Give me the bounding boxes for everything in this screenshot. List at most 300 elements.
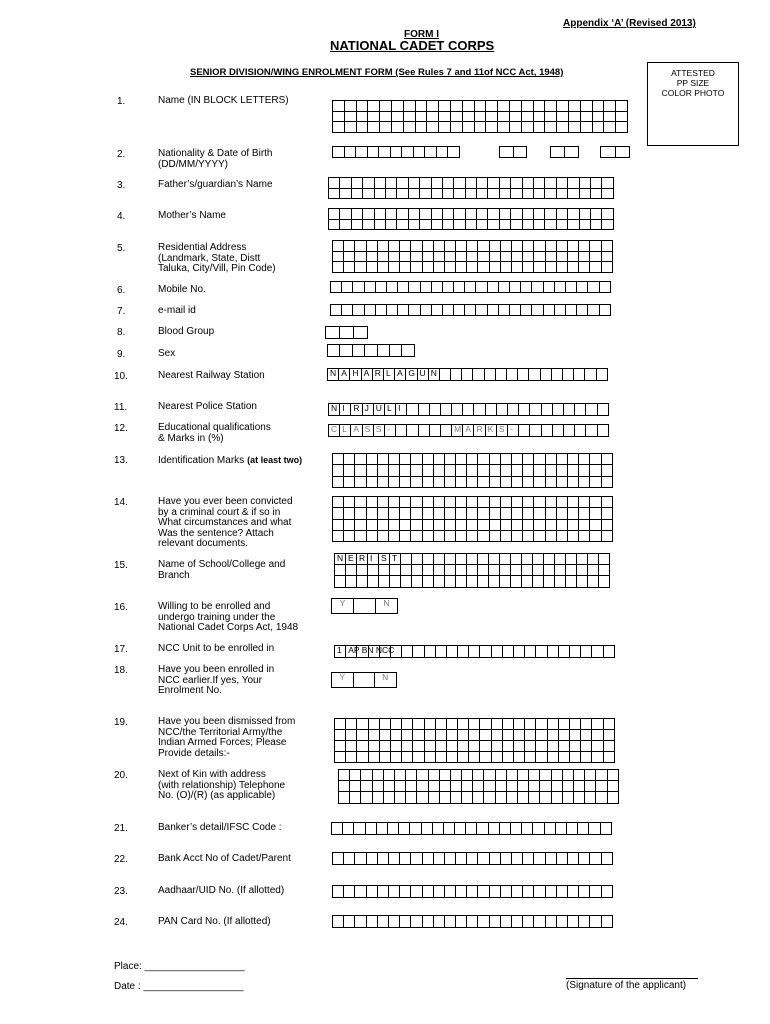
character-box[interactable]: [581, 741, 592, 752]
character-box[interactable]: [532, 282, 543, 293]
character-box-grid[interactable]: [499, 146, 527, 158]
character-box[interactable]: [498, 112, 510, 123]
character-box[interactable]: [478, 531, 489, 542]
character-box[interactable]: [534, 477, 545, 488]
character-box[interactable]: [379, 565, 390, 576]
character-box[interactable]: [333, 241, 344, 252]
character-box[interactable]: [454, 305, 465, 316]
character-box[interactable]: [566, 305, 577, 316]
character-box[interactable]: [332, 823, 343, 835]
character-box[interactable]: N: [376, 599, 398, 614]
character-box[interactable]: [380, 646, 391, 658]
character-box-grid[interactable]: [327, 344, 415, 357]
character-box[interactable]: [395, 770, 406, 781]
character-box[interactable]: [340, 178, 351, 189]
character-box[interactable]: [564, 404, 575, 416]
character-box[interactable]: [523, 465, 534, 476]
character-box[interactable]: [430, 404, 441, 416]
character-box[interactable]: [350, 792, 361, 803]
character-box[interactable]: [409, 189, 420, 200]
character-box[interactable]: [367, 477, 378, 488]
character-box[interactable]: [568, 241, 579, 252]
character-box[interactable]: [490, 531, 501, 542]
character-box[interactable]: [369, 646, 380, 658]
character-box[interactable]: [590, 454, 601, 465]
character-box[interactable]: [427, 112, 439, 123]
character-box[interactable]: [510, 282, 521, 293]
character-box[interactable]: [417, 792, 428, 803]
character-box[interactable]: [467, 576, 478, 587]
character-box[interactable]: [497, 404, 508, 416]
character-box[interactable]: [367, 853, 378, 865]
character-box[interactable]: [557, 262, 568, 273]
character-box[interactable]: [496, 792, 507, 803]
character-box[interactable]: [523, 220, 534, 231]
character-box[interactable]: [525, 646, 536, 658]
character-box[interactable]: [388, 823, 399, 835]
character-box[interactable]: [378, 477, 389, 488]
character-box[interactable]: [406, 792, 417, 803]
character-box[interactable]: [552, 770, 563, 781]
character-box[interactable]: [410, 823, 421, 835]
character-box[interactable]: [344, 531, 355, 542]
character-box[interactable]: [420, 220, 431, 231]
character-box[interactable]: [525, 730, 536, 741]
character-box[interactable]: [423, 465, 434, 476]
character-box[interactable]: [357, 719, 368, 730]
character-box[interactable]: [523, 262, 534, 273]
character-box[interactable]: [579, 886, 590, 898]
character-box[interactable]: [380, 101, 392, 112]
character-box[interactable]: [478, 576, 489, 587]
character-box[interactable]: [333, 853, 344, 865]
character-box[interactable]: [590, 508, 601, 519]
character-box[interactable]: A: [362, 369, 373, 381]
character-box[interactable]: [490, 508, 501, 519]
character-box[interactable]: [433, 823, 444, 835]
character-box[interactable]: [477, 220, 488, 231]
character-box[interactable]: [518, 770, 529, 781]
character-box[interactable]: [355, 262, 366, 273]
character-box[interactable]: [530, 404, 541, 416]
character-box[interactable]: [522, 576, 533, 587]
character-box[interactable]: [534, 252, 545, 263]
character-box[interactable]: [523, 916, 534, 928]
character-box[interactable]: [577, 554, 588, 565]
character-box[interactable]: [420, 178, 431, 189]
character-box[interactable]: [490, 886, 501, 898]
character-box[interactable]: [523, 178, 534, 189]
character-box[interactable]: [484, 770, 495, 781]
character-box[interactable]: [548, 646, 559, 658]
character-box[interactable]: [557, 886, 568, 898]
character-box[interactable]: [361, 770, 372, 781]
character-box[interactable]: I: [368, 554, 379, 565]
character-box[interactable]: [480, 719, 491, 730]
character-box[interactable]: [333, 531, 344, 542]
character-box[interactable]: [555, 282, 566, 293]
character-box[interactable]: [534, 209, 545, 220]
character-box[interactable]: [480, 741, 491, 752]
character-box[interactable]: [390, 345, 402, 357]
character-box[interactable]: [386, 220, 397, 231]
character-box[interactable]: [512, 916, 523, 928]
character-box[interactable]: [568, 508, 579, 519]
character-box[interactable]: [456, 531, 467, 542]
character-box[interactable]: [546, 508, 557, 519]
character-box[interactable]: [412, 565, 423, 576]
character-box[interactable]: [420, 189, 431, 200]
character-box[interactable]: [434, 576, 445, 587]
character-box[interactable]: [430, 425, 441, 437]
character-box[interactable]: [488, 220, 499, 231]
character-box[interactable]: [514, 741, 525, 752]
character-box[interactable]: L: [385, 404, 396, 416]
character-box[interactable]: [507, 781, 518, 792]
character-box[interactable]: [503, 730, 514, 741]
character-box[interactable]: [467, 886, 478, 898]
character-box[interactable]: [523, 209, 534, 220]
character-box[interactable]: [392, 101, 404, 112]
character-box[interactable]: [534, 220, 545, 231]
character-box[interactable]: [354, 823, 365, 835]
character-box[interactable]: [344, 508, 355, 519]
character-box[interactable]: [350, 781, 361, 792]
character-box[interactable]: [557, 112, 569, 123]
character-box[interactable]: [346, 576, 357, 587]
character-box[interactable]: [478, 477, 489, 488]
character-box[interactable]: [532, 305, 543, 316]
character-box[interactable]: [355, 853, 366, 865]
character-box[interactable]: [367, 531, 378, 542]
character-box[interactable]: [545, 189, 556, 200]
character-box[interactable]: [445, 853, 456, 865]
character-box[interactable]: [534, 520, 545, 531]
character-box[interactable]: [518, 792, 529, 803]
character-box[interactable]: [484, 781, 495, 792]
character-box[interactable]: [357, 565, 368, 576]
character-box[interactable]: [489, 565, 500, 576]
character-box[interactable]: [512, 477, 523, 488]
character-box[interactable]: [544, 554, 555, 565]
character-box[interactable]: [480, 730, 491, 741]
character-box[interactable]: [432, 305, 443, 316]
character-box[interactable]: [545, 178, 556, 189]
character-box[interactable]: [404, 101, 416, 112]
character-box[interactable]: [545, 101, 557, 112]
character-box[interactable]: [475, 101, 487, 112]
character-box[interactable]: [544, 565, 555, 576]
character-box[interactable]: [411, 241, 422, 252]
character-box[interactable]: [434, 508, 445, 519]
character-box[interactable]: [522, 554, 533, 565]
character-box[interactable]: [536, 646, 547, 658]
character-box[interactable]: [356, 147, 368, 158]
character-box[interactable]: [333, 122, 345, 133]
character-box[interactable]: [366, 823, 377, 835]
character-box[interactable]: [441, 425, 452, 437]
character-box-grid[interactable]: [332, 100, 628, 133]
character-box[interactable]: [399, 823, 410, 835]
character-box[interactable]: [608, 781, 619, 792]
character-box[interactable]: [379, 576, 390, 587]
character-box[interactable]: [357, 122, 369, 133]
character-box[interactable]: [540, 792, 551, 803]
character-box[interactable]: [369, 752, 380, 763]
character-box[interactable]: [534, 886, 545, 898]
character-box[interactable]: [523, 252, 534, 263]
character-box[interactable]: [411, 886, 422, 898]
character-box[interactable]: [523, 886, 534, 898]
character-box[interactable]: [501, 241, 512, 252]
character-box[interactable]: [439, 101, 451, 112]
character-box[interactable]: [386, 209, 397, 220]
character-box[interactable]: [407, 425, 418, 437]
character-box[interactable]: [548, 730, 559, 741]
character-box[interactable]: [380, 752, 391, 763]
character-box[interactable]: [569, 122, 581, 133]
character-box[interactable]: [616, 101, 628, 112]
character-box[interactable]: [398, 282, 409, 293]
character-box[interactable]: [367, 916, 378, 928]
character-box[interactable]: [434, 916, 445, 928]
character-box[interactable]: [586, 425, 597, 437]
character-box[interactable]: [490, 454, 501, 465]
character-box[interactable]: [425, 752, 436, 763]
character-box[interactable]: [344, 886, 355, 898]
character-box[interactable]: [508, 404, 519, 416]
character-box[interactable]: [411, 454, 422, 465]
character-box[interactable]: [501, 531, 512, 542]
character-box[interactable]: [462, 781, 473, 792]
character-box[interactable]: [602, 465, 613, 476]
character-box[interactable]: [581, 112, 593, 123]
character-box[interactable]: [456, 520, 467, 531]
character-box[interactable]: [432, 282, 443, 293]
character-box[interactable]: [357, 730, 368, 741]
character-box[interactable]: [436, 741, 447, 752]
character-box[interactable]: [563, 369, 574, 381]
character-box[interactable]: [368, 576, 379, 587]
character-box[interactable]: [574, 369, 585, 381]
character-box[interactable]: [335, 752, 346, 763]
character-box[interactable]: [456, 554, 467, 565]
character-box[interactable]: [546, 497, 557, 508]
character-box[interactable]: [456, 241, 467, 252]
signature-line[interactable]: [566, 978, 698, 979]
character-box[interactable]: [417, 781, 428, 792]
character-box[interactable]: [397, 209, 408, 220]
character-box[interactable]: [411, 252, 422, 263]
character-box[interactable]: [400, 497, 411, 508]
character-box[interactable]: [496, 770, 507, 781]
character-box[interactable]: [557, 252, 568, 263]
character-box[interactable]: [402, 752, 413, 763]
character-box[interactable]: [466, 189, 477, 200]
character-box[interactable]: [344, 454, 355, 465]
character-box[interactable]: [331, 305, 342, 316]
character-box[interactable]: [490, 241, 501, 252]
character-box[interactable]: [445, 886, 456, 898]
character-box[interactable]: [340, 327, 354, 339]
character-box[interactable]: [568, 853, 579, 865]
character-box[interactable]: [342, 305, 353, 316]
character-box[interactable]: [478, 465, 489, 476]
character-box[interactable]: [563, 770, 574, 781]
character-box[interactable]: [602, 886, 613, 898]
character-box[interactable]: [559, 752, 570, 763]
character-box[interactable]: [376, 305, 387, 316]
character-box[interactable]: [380, 741, 391, 752]
character-box[interactable]: [423, 497, 434, 508]
character-box[interactable]: [436, 752, 447, 763]
character-box[interactable]: [557, 531, 568, 542]
character-box[interactable]: [511, 576, 522, 587]
character-box[interactable]: [546, 262, 557, 273]
character-box-grid[interactable]: [332, 915, 613, 928]
character-box[interactable]: [384, 781, 395, 792]
character-box[interactable]: [500, 554, 511, 565]
character-box[interactable]: [445, 508, 456, 519]
character-box[interactable]: L: [384, 369, 395, 381]
character-box[interactable]: [501, 508, 512, 519]
character-box[interactable]: [413, 646, 424, 658]
character-box[interactable]: T: [390, 554, 401, 565]
character-box[interactable]: [456, 262, 467, 273]
character-box[interactable]: [501, 477, 512, 488]
character-box[interactable]: [451, 792, 462, 803]
character-box[interactable]: [411, 477, 422, 488]
character-box[interactable]: [391, 147, 403, 158]
character-box[interactable]: [456, 252, 467, 263]
character-box[interactable]: [458, 719, 469, 730]
character-box[interactable]: [389, 262, 400, 273]
character-box[interactable]: [596, 770, 607, 781]
character-box[interactable]: [534, 853, 545, 865]
character-box[interactable]: [346, 752, 357, 763]
character-box[interactable]: [563, 792, 574, 803]
character-box-grid[interactable]: [334, 553, 610, 588]
character-box[interactable]: [423, 853, 434, 865]
character-box[interactable]: [581, 122, 593, 133]
character-box[interactable]: [380, 122, 392, 133]
character-box[interactable]: [463, 112, 475, 123]
character-box[interactable]: [557, 189, 568, 200]
character-box[interactable]: [456, 465, 467, 476]
character-box[interactable]: [514, 719, 525, 730]
character-box[interactable]: [389, 886, 400, 898]
character-box[interactable]: -: [508, 425, 519, 437]
character-box[interactable]: [463, 122, 475, 133]
character-box[interactable]: [500, 565, 511, 576]
character-box[interactable]: [389, 497, 400, 508]
character-box[interactable]: [411, 508, 422, 519]
character-box[interactable]: [580, 220, 591, 231]
character-box[interactable]: [590, 520, 601, 531]
character-box[interactable]: [352, 189, 363, 200]
character-box[interactable]: [373, 792, 384, 803]
character-box[interactable]: [445, 554, 456, 565]
character-box[interactable]: [500, 220, 511, 231]
character-box[interactable]: [592, 730, 603, 741]
character-box[interactable]: [363, 178, 374, 189]
character-box[interactable]: [510, 112, 522, 123]
character-box[interactable]: [350, 770, 361, 781]
character-box[interactable]: [518, 369, 529, 381]
character-box[interactable]: [568, 520, 579, 531]
character-box[interactable]: [355, 465, 366, 476]
character-box[interactable]: [434, 454, 445, 465]
character-box[interactable]: [423, 531, 434, 542]
character-box[interactable]: [384, 770, 395, 781]
character-box[interactable]: [467, 853, 478, 865]
character-box[interactable]: [389, 241, 400, 252]
character-box[interactable]: [591, 189, 602, 200]
character-box[interactable]: [534, 101, 546, 112]
character-box[interactable]: [422, 823, 433, 835]
character-box[interactable]: [423, 886, 434, 898]
character-box[interactable]: [593, 101, 605, 112]
character-box[interactable]: [467, 477, 478, 488]
character-box[interactable]: [434, 262, 445, 273]
character-box[interactable]: [434, 497, 445, 508]
character-box[interactable]: [518, 781, 529, 792]
character-box[interactable]: [355, 916, 366, 928]
character-box[interactable]: [544, 576, 555, 587]
character-box[interactable]: [451, 122, 463, 133]
character-box[interactable]: [546, 465, 557, 476]
character-box[interactable]: [475, 122, 487, 133]
character-box-grid[interactable]: [332, 146, 460, 158]
character-box[interactable]: [340, 220, 351, 231]
character-box[interactable]: [568, 189, 579, 200]
character-box[interactable]: [489, 823, 500, 835]
character-box[interactable]: U: [374, 404, 385, 416]
character-box[interactable]: [355, 477, 366, 488]
character-box[interactable]: [490, 497, 501, 508]
character-box[interactable]: [352, 220, 363, 231]
character-box[interactable]: [373, 781, 384, 792]
character-box[interactable]: [357, 101, 369, 112]
character-box[interactable]: [536, 752, 547, 763]
character-box[interactable]: [501, 853, 512, 865]
character-box[interactable]: [568, 497, 579, 508]
character-box-grid[interactable]: [327, 368, 608, 381]
character-box[interactable]: [353, 305, 364, 316]
character-box[interactable]: [608, 770, 619, 781]
character-box[interactable]: [559, 730, 570, 741]
character-box[interactable]: [557, 508, 568, 519]
character-box[interactable]: [432, 189, 443, 200]
character-box[interactable]: [522, 101, 534, 112]
character-box[interactable]: [466, 220, 477, 231]
character-box[interactable]: N: [329, 404, 340, 416]
character-box[interactable]: [478, 916, 489, 928]
character-box[interactable]: [602, 241, 613, 252]
character-box[interactable]: [436, 730, 447, 741]
character-box[interactable]: [604, 112, 616, 123]
character-box[interactable]: [389, 252, 400, 263]
character-box[interactable]: A: [395, 369, 406, 381]
character-box[interactable]: [456, 477, 467, 488]
character-box[interactable]: [432, 178, 443, 189]
character-box[interactable]: [353, 345, 365, 357]
character-box[interactable]: [534, 454, 545, 465]
character-box[interactable]: [345, 147, 357, 158]
character-box[interactable]: [378, 454, 389, 465]
character-box[interactable]: [568, 531, 579, 542]
character-box[interactable]: [335, 719, 346, 730]
